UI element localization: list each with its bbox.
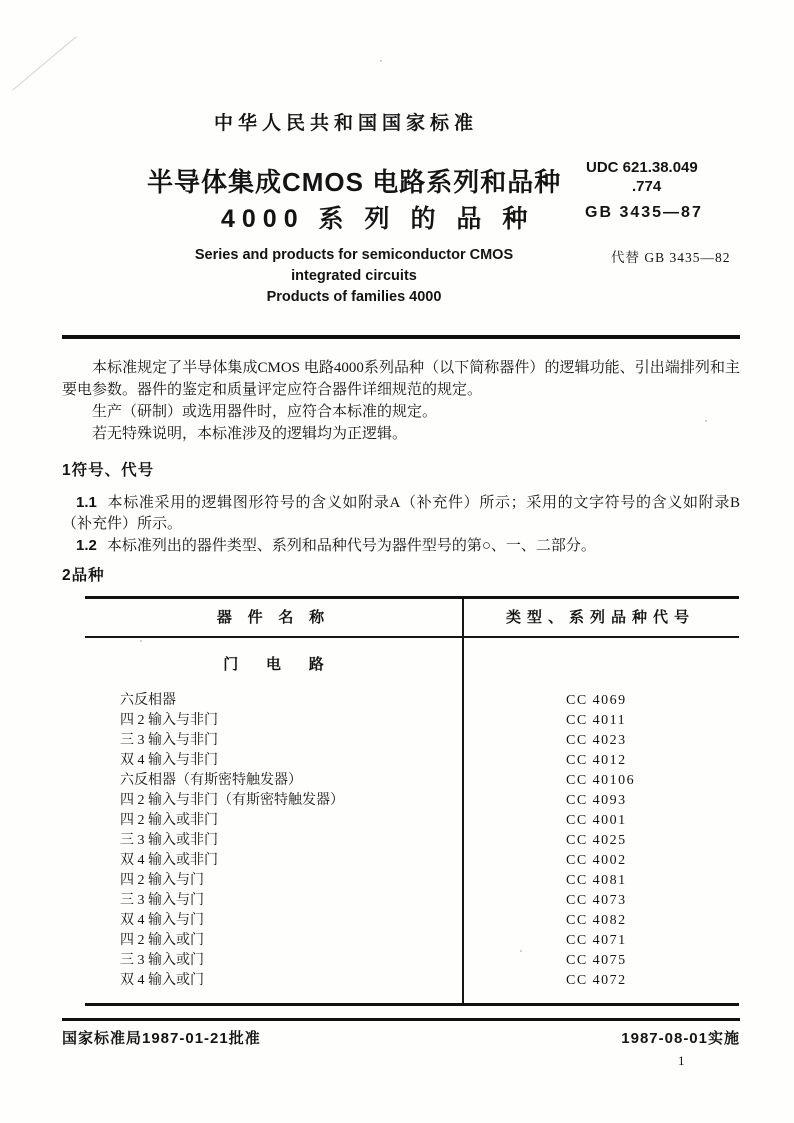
clause-1-1 [62, 492, 740, 535]
table-row [85, 791, 739, 811]
type-code-cell: CC 4023 [566, 733, 627, 748]
udc-line2: .774 [632, 178, 662, 195]
intro-paragraph-3: 若无特殊说明，本标准涉及的逻辑均为正逻辑。 [92, 426, 408, 442]
masthead-divider-rule [62, 335, 740, 339]
scan-artifact [12, 36, 77, 91]
table-row [85, 971, 739, 991]
device-name-cell: 三 3 输入或非门 [120, 833, 218, 848]
clause-1-2-text: 本标准列出的器件类型、系列和品种代号为器件型号的第○、一、二部分。 [106, 538, 596, 554]
type-code-cell: CC 4012 [566, 753, 627, 768]
type-code-cell: CC 4011 [566, 713, 627, 728]
column-header-type-code: 类型、系列品种代号 [505, 609, 695, 626]
footer [62, 1027, 740, 1048]
section-1-title: 符号、代号 [71, 462, 155, 479]
clause-1-1-text: 本标准采用的逻辑图形符号的含义如附录A（补充件）所示；采用的文字符号的含义如附录B（补充件）所示。 [62, 495, 740, 532]
page-number: 1 [678, 1053, 685, 1068]
table-row [85, 851, 739, 871]
table-row [85, 731, 739, 751]
column-header-device-name: 器 件 名 称 [216, 609, 331, 626]
products-table [85, 596, 739, 1006]
type-code-cell: CC 4025 [566, 833, 627, 848]
approval-text: 国家标准局1987-01-21批准 [62, 1030, 261, 1047]
type-code-cell: CC 4002 [566, 853, 627, 868]
clause-1-2 [62, 535, 740, 557]
table-row [85, 831, 739, 851]
device-name-cell: 双 4 输入与门 [120, 913, 204, 928]
replaces-note: 代替 GB 3435—82 [611, 250, 731, 265]
table-header-row [85, 599, 739, 638]
type-code-cell: CC 40106 [566, 773, 636, 788]
section-1-number: 1 [62, 462, 72, 479]
section-2-title: 品种 [71, 567, 105, 584]
type-code-cell: CC 4093 [566, 793, 627, 808]
table-row [85, 691, 739, 711]
type-code-cell: CC 4069 [566, 693, 627, 708]
device-name-cell: 六反相器（有斯密特触发器） [120, 773, 302, 788]
intro-paragraph-1: 本标准规定了半导体集成CMOS 电路4000系列品种（以下简称器件）的逻辑功能、引出端排列和主要电参数。器件的鉴定和质量评定应符合器件详细规范的规定。 [62, 360, 740, 398]
device-name-cell: 双 4 输入与非门 [120, 753, 218, 768]
national-standard-header: 中华人民共和国国家标准 [214, 113, 479, 134]
english-subtitle [118, 245, 590, 308]
table-row [85, 951, 739, 971]
device-name-cell: 四 2 输入与非门 [120, 713, 218, 728]
device-name-cell: 双 4 输入或门 [120, 973, 204, 988]
device-name-cell: 四 2 输入或非门 [120, 813, 218, 828]
device-name-cell: 三 3 输入或门 [120, 953, 204, 968]
document-body [62, 357, 740, 1006]
section-1-heading [62, 461, 740, 481]
section-2-heading [62, 566, 740, 586]
standard-number: GB 3435—87 [585, 204, 703, 221]
document-title-line2: 4000 系 列 的 品 种 [221, 205, 535, 233]
table-body [85, 691, 739, 1003]
udc-classification [586, 158, 698, 196]
section-2-number: 2 [62, 567, 72, 584]
type-code-cell: CC 4073 [566, 893, 627, 908]
english-subtitle-line1: Series and products for semiconductor CMOS [194, 247, 514, 263]
table-row [85, 891, 739, 911]
intro-paragraph-2: 生产（研制）或选用器件时，应符合本标准的规定。 [92, 404, 438, 420]
table-column-divider [462, 599, 464, 1003]
type-code-cell: CC 4071 [566, 933, 627, 948]
implementation-text: 1987-08-01实施 [621, 1030, 740, 1047]
table-row [85, 771, 739, 791]
table-row [85, 811, 739, 831]
type-code-cell: CC 4072 [566, 973, 627, 988]
type-code-cell: CC 4082 [566, 913, 627, 928]
english-subtitle-line3: Products of families 4000 [266, 289, 442, 305]
table-row [85, 931, 739, 951]
type-code-cell: CC 4001 [566, 813, 627, 828]
device-name-cell: 三 3 输入与非门 [120, 733, 218, 748]
device-name-cell: 四 2 输入与门 [120, 873, 204, 888]
clause-1-2-number: 1.2 [76, 537, 97, 554]
scan-speck [380, 60, 382, 62]
type-code-cell: CC 4075 [566, 953, 627, 968]
device-name-cell: 四 2 输入与非门（有斯密特触发器） [120, 793, 344, 808]
clause-1-1-number: 1.1 [76, 494, 97, 511]
group-header-gate-circuits: 门 电 路 [223, 656, 336, 673]
footer-divider-rule [62, 1018, 740, 1021]
document-title-line1: 半导体集成CMOS 电路系列和品种 [147, 167, 562, 197]
table-row [85, 711, 739, 731]
device-name-cell: 四 2 输入或门 [120, 933, 204, 948]
device-name-cell: 三 3 输入与门 [120, 893, 204, 908]
type-code-cell: CC 4081 [566, 873, 627, 888]
english-subtitle-line2: integrated circuits [291, 268, 417, 284]
device-name-cell: 六反相器 [120, 693, 176, 708]
udc-line1: UDC 621.38.049 [586, 159, 698, 176]
table-row [85, 871, 739, 891]
device-name-cell: 双 4 输入或非门 [120, 853, 218, 868]
table-row [85, 751, 739, 771]
table-row [85, 911, 739, 931]
table-group-row [85, 638, 739, 691]
